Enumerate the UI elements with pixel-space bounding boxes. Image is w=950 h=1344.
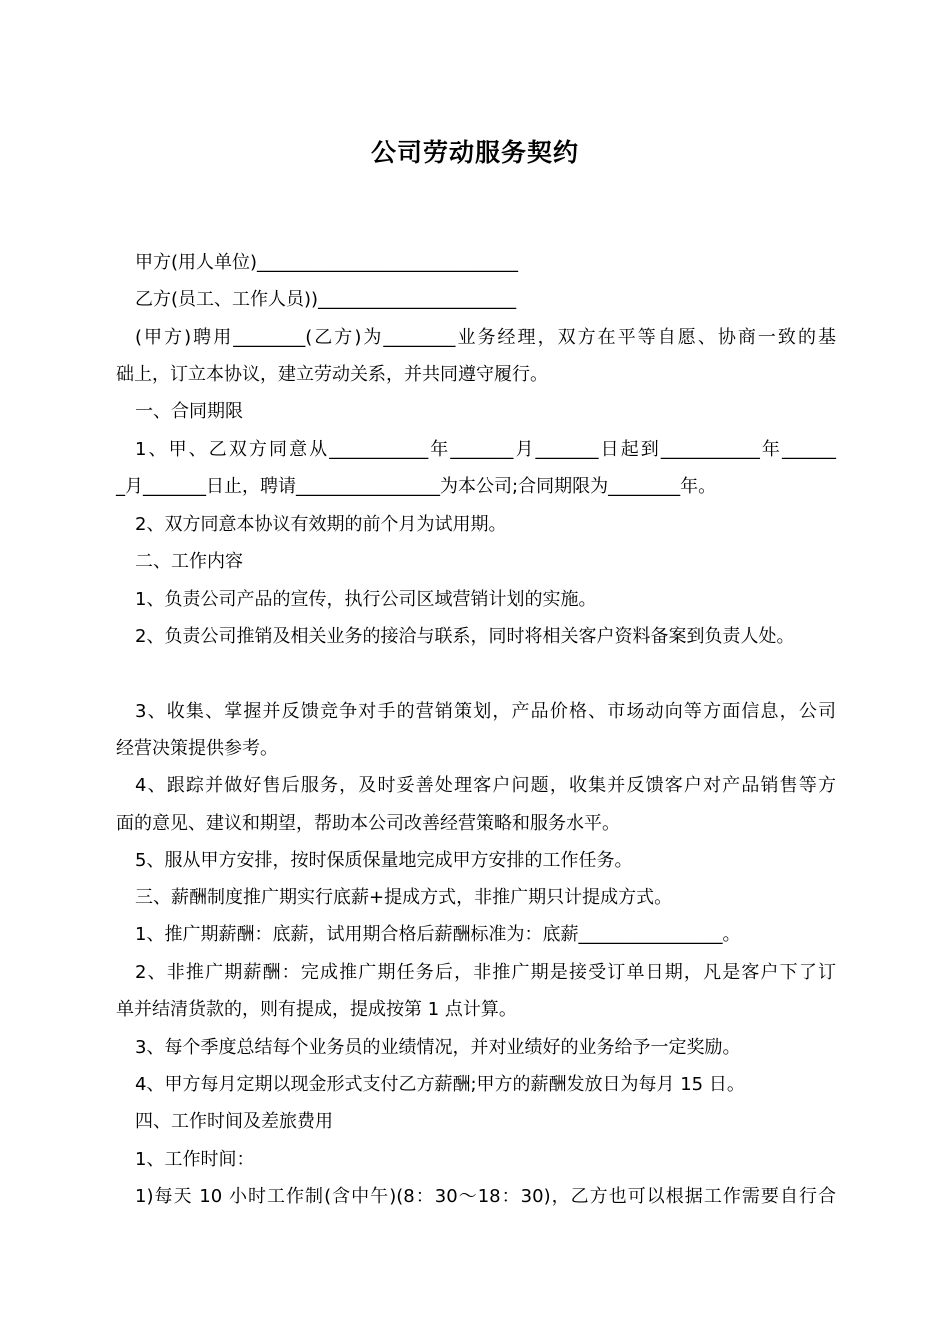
- paragraph-line: 1、负责公司产品的宣传，执行公司区域营销计划的实施。: [135, 589, 597, 610]
- section-heading: 二、工作内容: [135, 551, 243, 572]
- paragraph-line: 3、每个季度总结每个业务员的业绩情况，并对业绩好的业务给予一定奖励。: [135, 1037, 741, 1058]
- paragraph-line: 1、工作时间：: [135, 1149, 255, 1170]
- section-heading: 三、薪酬制度推广期实行底薪+提成方式，非推广期只计提成方式。: [135, 887, 673, 908]
- section-heading: 一、合同期限: [135, 401, 243, 422]
- party-a-line: 甲方(用人单位)_____________________________: [135, 252, 519, 273]
- paragraph-line: 2、双方同意本协议有效期的前个月为试用期。: [135, 514, 507, 535]
- paragraph-line: _月_______日止，聘请________________为本公司;合同期限为________年。: [116, 476, 717, 497]
- paragraph-line: 3、收集、掌握并反馈竞争对手的营销策划，产品价格、市场动向等方面信息，公司: [135, 701, 836, 722]
- paragraph-line: 4、跟踪并做好售后服务，及时妥善处理客户问题，收集并反馈客户对产品销售等方: [135, 775, 836, 796]
- paragraph-line: 1、甲、乙双方同意从___________年_______月_______日起到___________年______: [135, 439, 836, 460]
- page-title: 公司劳动服务契约: [370, 138, 579, 167]
- paragraph-line: 经营决策提供参考。: [116, 738, 278, 759]
- paragraph-line: 2、负责公司推销及相关业务的接洽与联系，同时将相关客户资料备案到负责人处。: [135, 626, 795, 647]
- paragraph-line: 础上，订立本协议，建立劳动关系，并共同遵守履行。: [116, 364, 548, 385]
- section-heading: 四、工作时间及差旅费用: [135, 1111, 333, 1132]
- paragraph-line: 单并结清货款的，则有提成，提成按第 1 点计算。: [116, 999, 517, 1020]
- paragraph-line: 1、推广期薪酬：底薪，试用期合格后薪酬标准为：底薪________________。: [135, 924, 741, 945]
- paragraph-line: 4、甲方每月定期以现金形式支付乙方薪酬;甲方的薪酬发放日为每月 15 日。: [135, 1074, 745, 1095]
- paragraph-line: (甲方)聘用________(乙方)为________业务经理，双方在平等自愿、协商一致的基: [135, 327, 836, 348]
- paragraph-line: 2、非推广期薪酬：完成推广期任务后，非推广期是接受订单日期，凡是客户下了订: [135, 962, 836, 983]
- paragraph-line: 面的意见、建议和期望，帮助本公司改善经营策略和服务水平。: [116, 813, 620, 834]
- party-b-line: 乙方(员工、工作人员))______________________: [135, 289, 517, 310]
- paragraph-line: 5、服从甲方安排，按时保质保量地完成甲方安排的工作任务。: [135, 850, 633, 871]
- paragraph-line: 1)每天 10 小时工作制(含中午)(8：30～18：30)，乙方也可以根据工作需要自行合: [135, 1186, 836, 1207]
